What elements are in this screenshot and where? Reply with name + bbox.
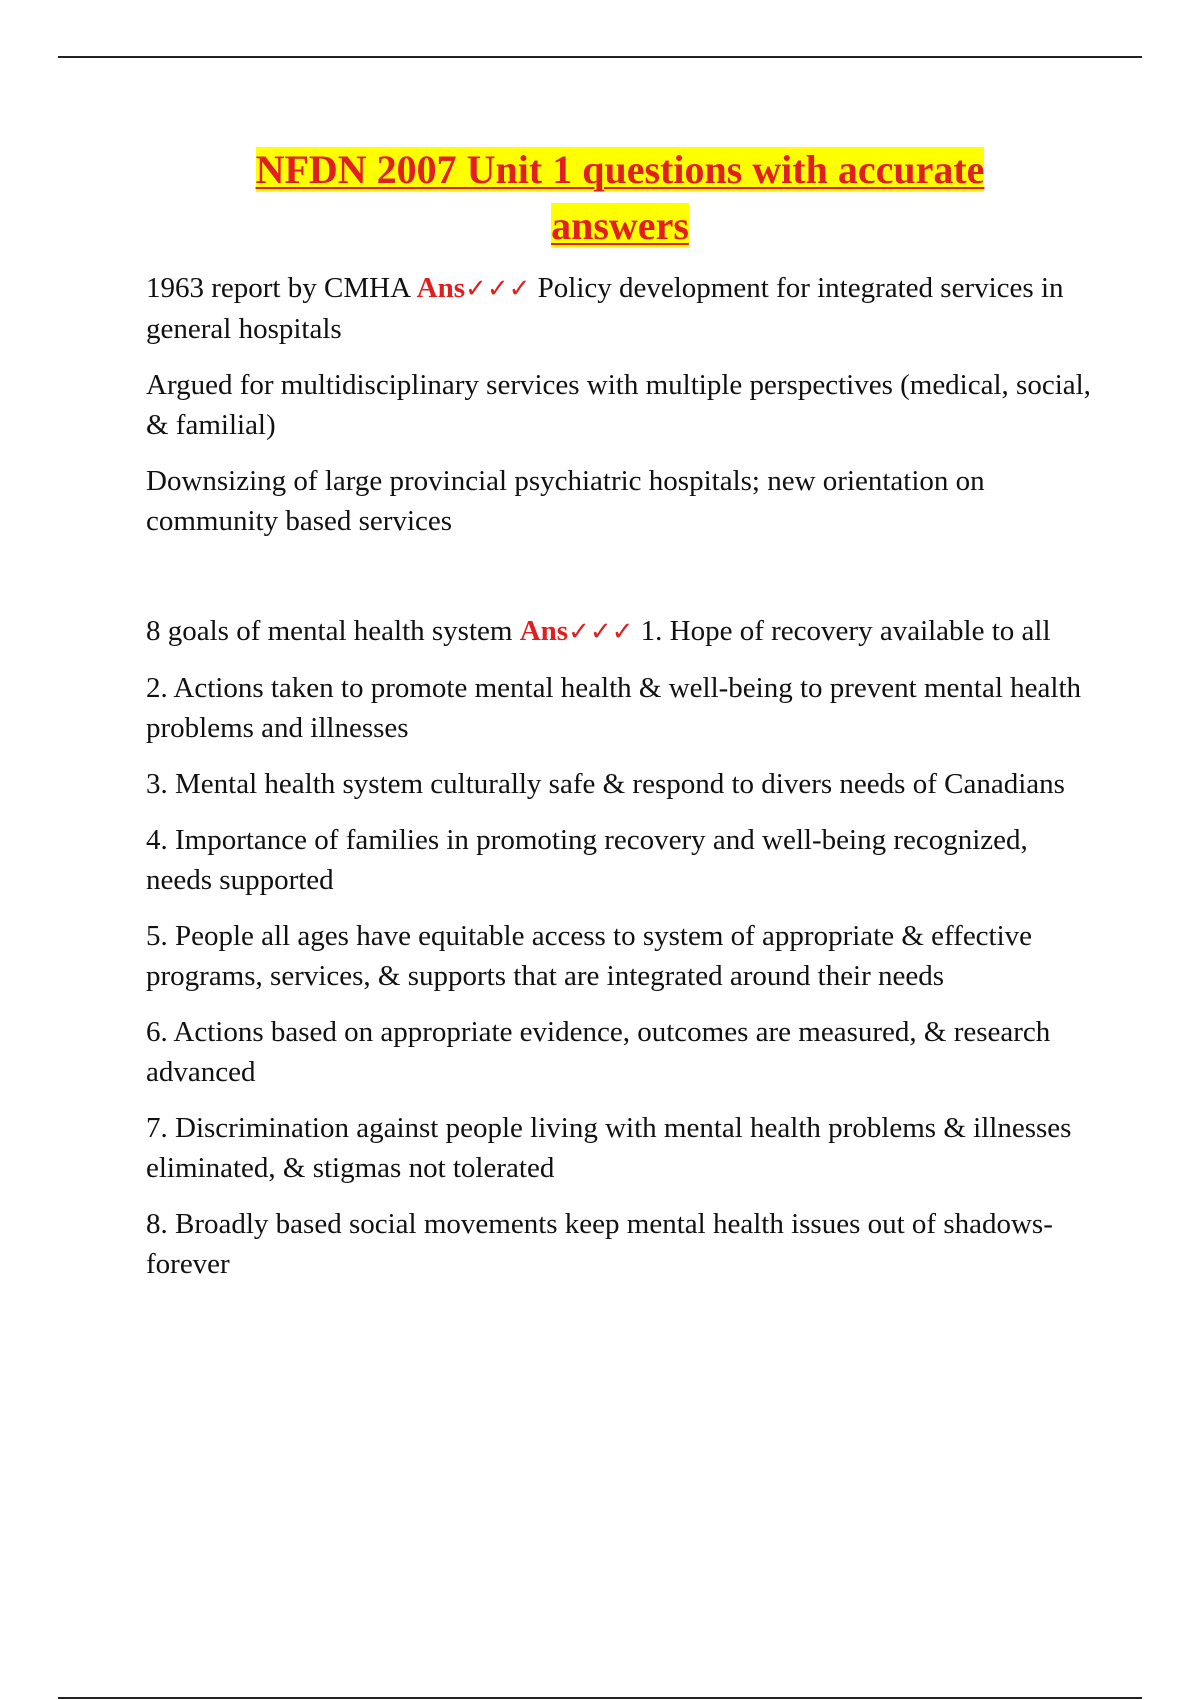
footer-rule bbox=[58, 1697, 1142, 1699]
ans-label: Ans bbox=[519, 615, 569, 647]
question-text: 8 goals of mental health system bbox=[146, 615, 513, 647]
answer-paragraph: Downsizing of large provincial psychiatric hospitals; new orientation on community based services bbox=[146, 465, 985, 537]
header-rule bbox=[58, 56, 1142, 58]
title-line-1: NFDN 2007 Unit 1 questions with accurate bbox=[255, 147, 985, 192]
goal-item: 3. Mental health system culturally safe & respond to divers needs of Canadians bbox=[146, 768, 1065, 800]
qa-content bbox=[146, 268, 1096, 1300]
answer-paragraph: Argued for multidisciplinary services with multiple perspectives (medical, social, & familial) bbox=[146, 369, 1091, 441]
qa-item-1 bbox=[146, 268, 1096, 349]
goal-item: 8. Broadly based social movements keep mental health issues out of shadows-forever bbox=[146, 1208, 1053, 1280]
goal-item: 6. Actions based on appropriate evidence, outcomes are measured, & research advanced bbox=[146, 1016, 1051, 1088]
answer-text: Policy development for integrated services in general hospitals bbox=[146, 272, 1064, 345]
goal-item: 4. Importance of families in promoting recovery and well-being recognized, needs supported bbox=[146, 824, 1028, 896]
answer-text: 1. Hope of recovery available to all bbox=[640, 615, 1051, 647]
goal-item: 7. Discrimination against people living with mental health problems & illnesses eliminated, & stigmas not tolerated bbox=[146, 1112, 1072, 1184]
goal-item: 2. Actions taken to promote mental health & well-being to prevent mental health problems and illnesses bbox=[146, 672, 1081, 744]
question-text: 1963 report by CMHA bbox=[146, 272, 410, 304]
goal-item: 5. People all ages have equitable access to system of appropriate & effective programs, services, & supports that are integrated around their needs bbox=[146, 920, 1033, 992]
ans-label: Ans bbox=[416, 272, 466, 304]
checkmark-icon: ✓✓✓ bbox=[568, 617, 634, 647]
qa-item-2 bbox=[146, 611, 1096, 652]
page-title bbox=[140, 142, 1100, 254]
title-line-2: answers bbox=[551, 203, 689, 248]
checkmark-icon: ✓✓✓ bbox=[465, 274, 531, 304]
